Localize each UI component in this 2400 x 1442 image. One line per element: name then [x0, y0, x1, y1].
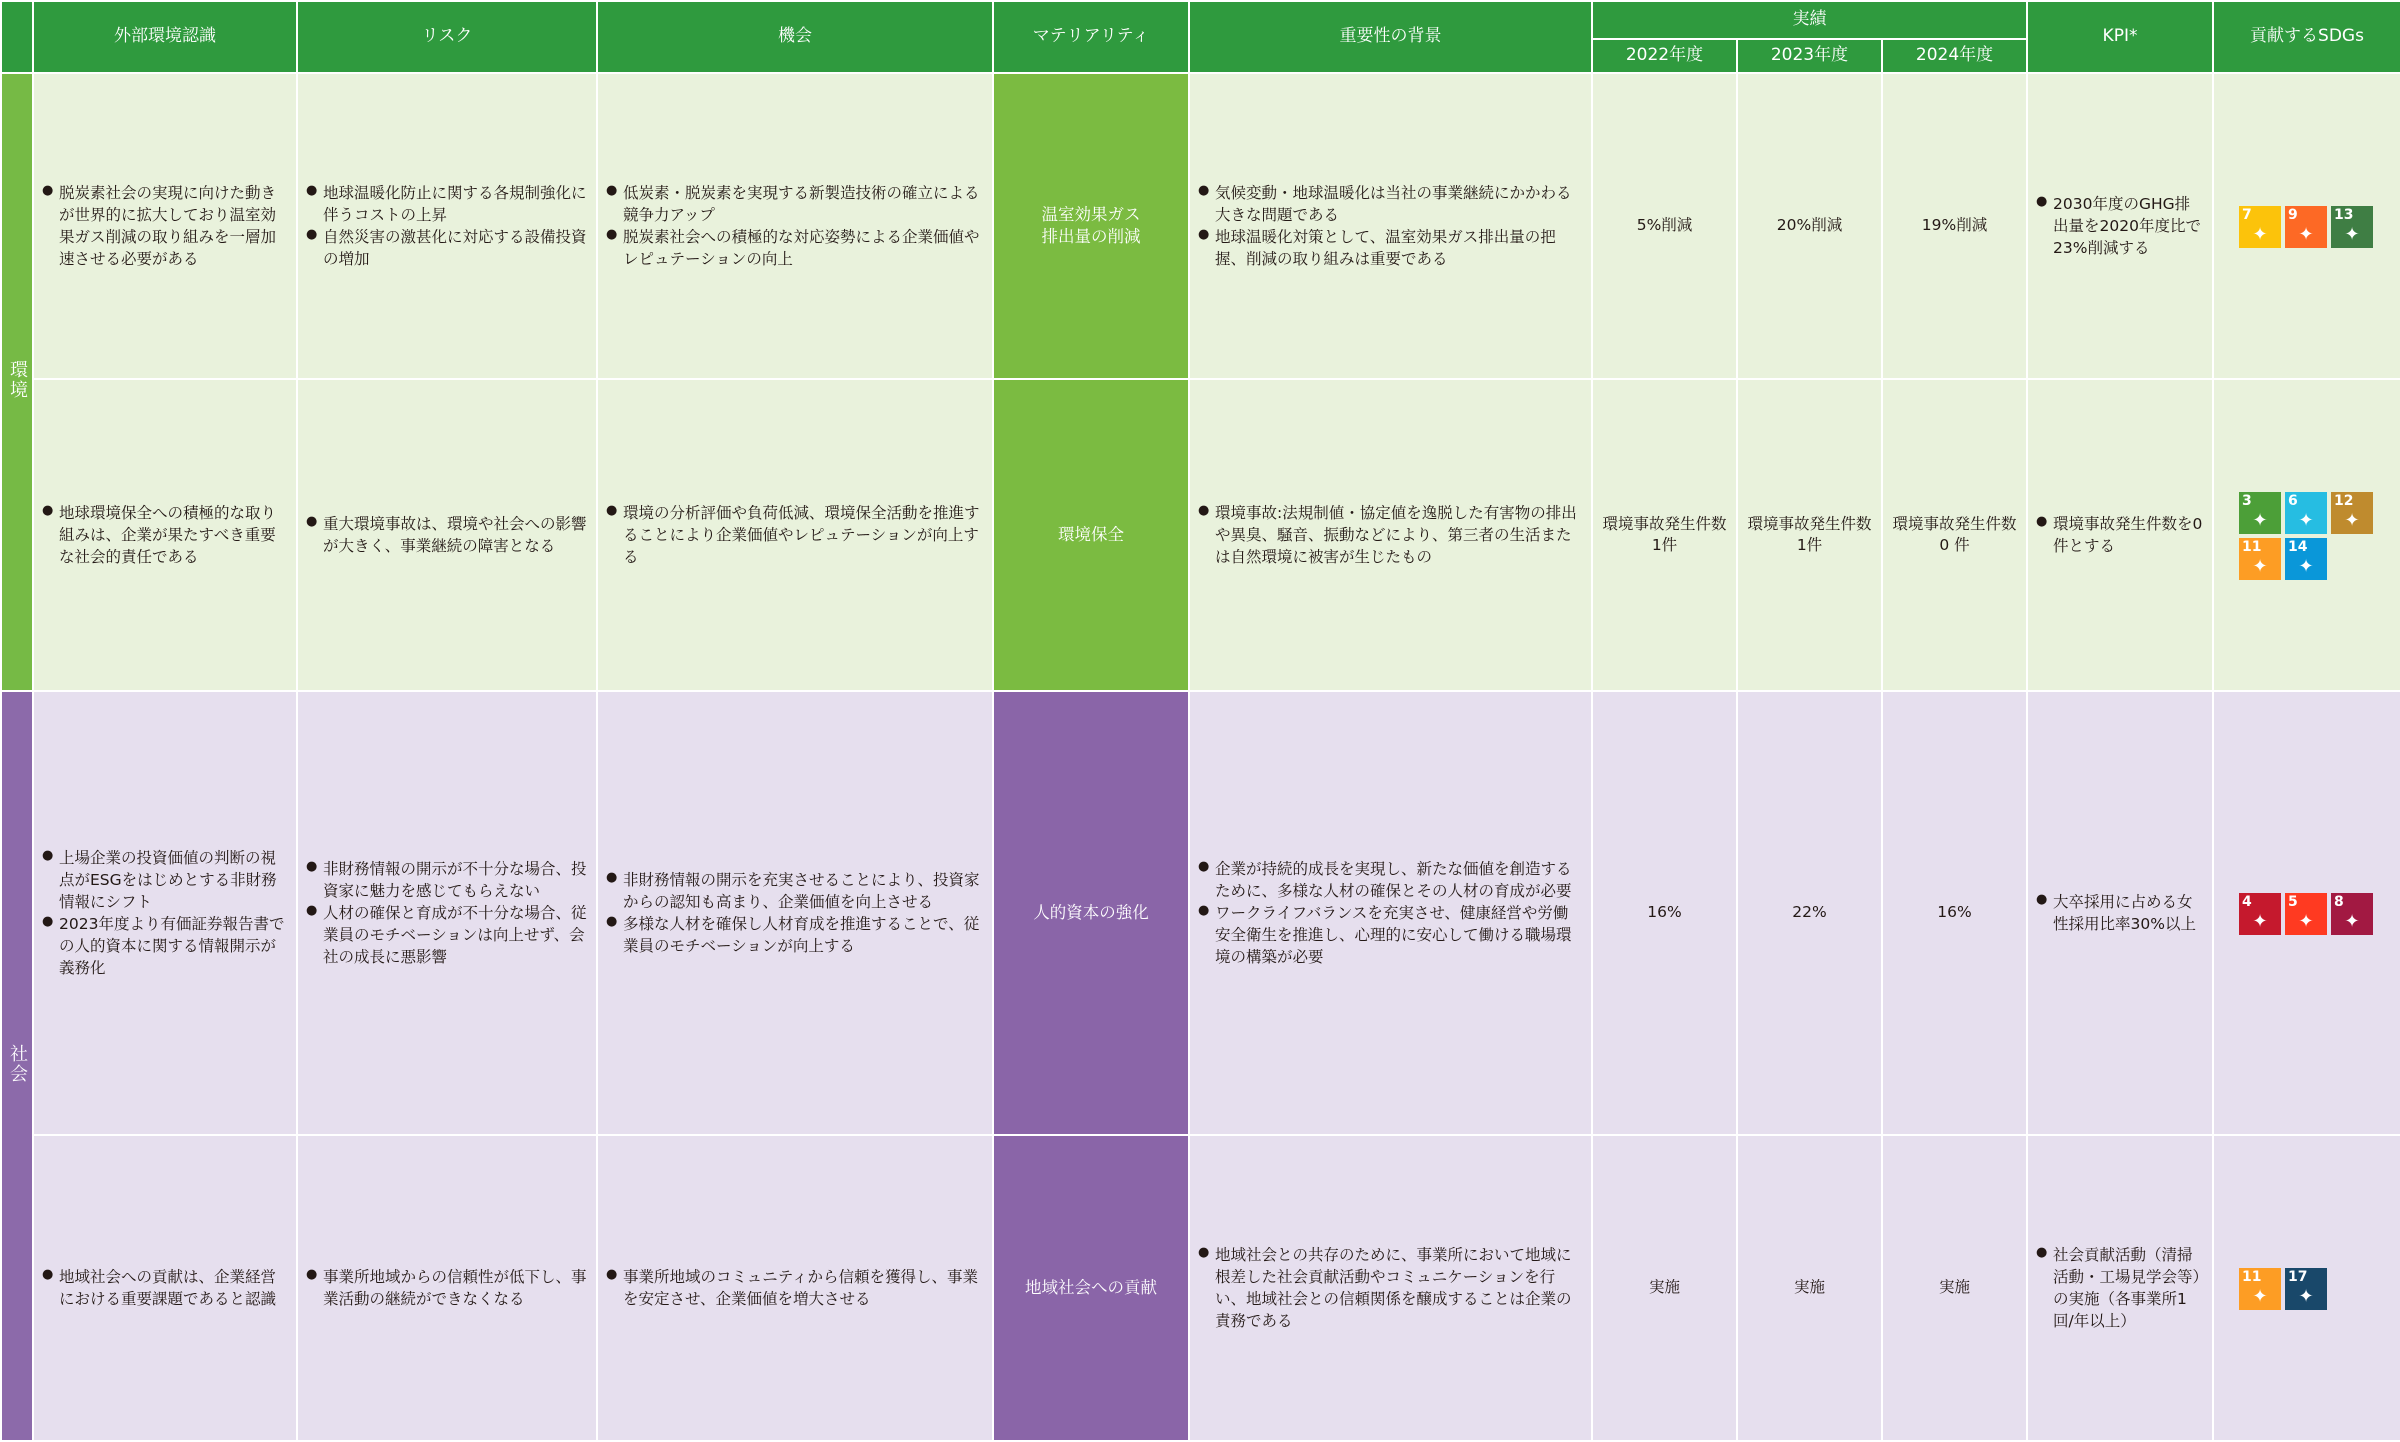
bullet-list	[1198, 502, 1583, 568]
opportunity-cell	[597, 1135, 993, 1441]
opportunity-cell	[597, 691, 993, 1135]
result-y2024: 16%	[1882, 691, 2027, 1135]
bullet-item: ● 気候変動・地球温暖化は当社の事業継続にかかわる大きな問題である	[1198, 182, 1583, 226]
table-row	[1, 691, 2400, 1135]
sdg-number: 9	[2288, 207, 2298, 224]
sdg-goal-13-icon	[2331, 206, 2373, 248]
bullet-item: ● 事業所地域のコミュニティから信頼を獲得し、事業を安定させ、企業価値を増大させる	[606, 1266, 984, 1310]
kpi-cell	[2027, 73, 2213, 379]
risk-cell	[297, 379, 597, 691]
result-y2023: 20%削減	[1737, 73, 1882, 379]
header-corner	[1, 1, 33, 73]
bullet-list	[42, 847, 288, 979]
sdgs-cell	[2213, 73, 2400, 379]
sdg-icons	[2239, 206, 2375, 248]
bullet-list	[2036, 891, 2204, 935]
result-y2023: 22%	[1737, 691, 1882, 1135]
bullet-item: ● 2030年度のGHG排出量を2020年度比で23%削減する	[2036, 193, 2204, 259]
sdg-goal-7-icon	[2239, 206, 2281, 248]
sdg-goal-11-icon	[2239, 1268, 2281, 1310]
risk-cell	[297, 1135, 597, 1441]
result-y2022: 実施	[1592, 1135, 1737, 1441]
sdg-number: 13	[2334, 207, 2354, 224]
opportunity-cell	[597, 379, 993, 691]
header-materiality: マテリアリティ	[993, 1, 1189, 73]
header-2022: 2022年度	[1592, 39, 1737, 73]
bullet-item: ● 環境事故:法規制値・協定値を逸脱した有害物の排出や異臭、騒音、振動などにより、第三者の生活または自然環境に被害が生じたもの	[1198, 502, 1583, 568]
sdg-goal-17-icon	[2285, 1268, 2327, 1310]
bullet-item: ● 地球温暖化対策として、温室効果ガス排出量の把握、削減の取り組みは重要である	[1198, 226, 1583, 270]
bullet-list	[606, 1266, 984, 1310]
bullet-list	[306, 858, 588, 968]
background-cell	[1189, 73, 1592, 379]
bullet-item: ● 人材の確保と育成が不十分な場合、従業員のモチベーションは向上せず、会社の成長に悪影響	[306, 902, 588, 968]
sdg-number: 6	[2288, 493, 2298, 510]
result-y2023: 環境事故発生件数 1件	[1737, 379, 1882, 691]
bullet-item: ● 多様な人材を確保し人材育成を推進することで、従業員のモチベーションが向上する	[606, 913, 984, 957]
result-y2023: 実施	[1737, 1135, 1882, 1441]
sdg-glyph: ✦	[2344, 911, 2360, 933]
bullet-item: ● 非財務情報の開示が不十分な場合、投資家に魅力を感じてもらえない	[306, 858, 588, 902]
sdg-number: 11	[2242, 539, 2262, 556]
bullet-list	[1198, 858, 1583, 968]
bullet-item: ● 2023年度より有価証券報告書での人的資本に関する情報開示が義務化	[42, 913, 288, 979]
bullet-list	[306, 1266, 588, 1310]
sdg-glyph: ✦	[2344, 224, 2360, 246]
category-env	[1, 73, 33, 691]
sdg-goal-14-icon	[2285, 538, 2327, 580]
bullet-list	[42, 1266, 288, 1310]
bullet-item: ● 上場企業の投資価値の判断の視点がESGをはじめとする非財務情報にシフト	[42, 847, 288, 913]
sdg-glyph: ✦	[2252, 1285, 2268, 1307]
sdg-goal-8-icon	[2331, 893, 2373, 935]
risk-cell	[297, 691, 597, 1135]
result-y2022: 16%	[1592, 691, 1737, 1135]
header-opportunity: 機会	[597, 1, 993, 73]
bullet-list	[306, 182, 588, 270]
sdg-goal-9-icon	[2285, 206, 2327, 248]
bullet-item: ● 脱炭素社会への積極的な対応姿勢による企業価値やレピュテーションの向上	[606, 226, 984, 270]
background-cell	[1189, 379, 1592, 691]
risk-cell	[297, 73, 597, 379]
materiality-cell: 温室効果ガス 排出量の削減	[993, 73, 1189, 379]
sdg-glyph: ✦	[2252, 224, 2268, 246]
bullet-item: ● 低炭素・脱炭素を実現する新製造技術の確立による競争力アップ	[606, 182, 984, 226]
kpi-cell	[2027, 379, 2213, 691]
sdg-icons	[2239, 893, 2375, 935]
bullet-item: ● 脱炭素社会の実現に向けた動きが世界的に拡大しており温室効果ガス削減の取り組みを一層加速させる必要がある	[42, 182, 288, 270]
sdg-number: 14	[2288, 539, 2308, 556]
sdg-number: 4	[2242, 894, 2252, 911]
result-y2024: 実施	[1882, 1135, 2027, 1441]
sdgs-cell	[2213, 691, 2400, 1135]
sdg-glyph: ✦	[2298, 224, 2314, 246]
bullet-item: ● 大卒採用に占める女性採用比率30%以上	[2036, 891, 2204, 935]
sdgs-cell	[2213, 1135, 2400, 1441]
external-cell	[33, 1135, 297, 1441]
bullet-item: ● 地球環境保全への積極的な取り組みは、企業が果たすべき重要な社会的責任である	[42, 502, 288, 568]
bullet-list	[306, 513, 588, 557]
sdg-number: 8	[2334, 894, 2344, 911]
external-cell	[33, 691, 297, 1135]
sdg-glyph: ✦	[2298, 556, 2314, 578]
bullet-item: ● ワークライフバランスを充実させ、健康経営や労働安全衛生を推進し、心理的に安心して働ける職場環境の構築が必要	[1198, 902, 1583, 968]
header-risk: リスク	[297, 1, 597, 73]
sdgs-cell	[2213, 379, 2400, 691]
bullet-item: ● 企業が持続的成長を実現し、新たな価値を創造するために、多様な人材の確保とその人材の育成が必要	[1198, 858, 1583, 902]
sdg-goal-4-icon	[2239, 893, 2281, 935]
external-cell	[33, 379, 297, 691]
bullet-item: ● 重大環境事故は、環境や社会への影響が大きく、事業継続の障害となる	[306, 513, 588, 557]
materiality-cell: 人的資本の強化	[993, 691, 1189, 1135]
bullet-item: ● 地域社会への貢献は、企業経営における重要課題であると認識	[42, 1266, 288, 1310]
bullet-item: ● 社会貢献活動（清掃活動・工場見学会等）の実施（各事業所1回/年以上）	[2036, 1244, 2204, 1332]
bullet-item: ● 環境事故発生件数を0件とする	[2036, 513, 2204, 557]
bullet-item: ● 環境の分析評価や負荷低減、環境保全活動を推進することにより企業価値やレピュテーションが向上する	[606, 502, 984, 568]
sdg-goal-3-icon	[2239, 492, 2281, 534]
category-label: 社会	[7, 1043, 28, 1084]
header-sdgs: 貢献するSDGs	[2213, 1, 2400, 73]
sdg-number: 17	[2288, 1268, 2308, 1285]
kpi-cell	[2027, 1135, 2213, 1441]
sdg-glyph: ✦	[2252, 911, 2268, 933]
table-row	[1, 379, 2400, 691]
bullet-item: ● 地球温暖化防止に関する各規制強化に伴うコストの上昇	[306, 182, 588, 226]
header-2024: 2024年度	[1882, 39, 2027, 73]
bullet-list	[606, 502, 984, 568]
bullet-list	[606, 182, 984, 270]
sdg-number: 11	[2242, 1268, 2262, 1285]
sdg-goal-12-icon	[2331, 492, 2373, 534]
bullet-list	[606, 869, 984, 957]
sdg-glyph: ✦	[2252, 556, 2268, 578]
result-y2024: 19%削減	[1882, 73, 2027, 379]
bullet-list	[42, 182, 288, 270]
sdg-number: 3	[2242, 493, 2252, 510]
header-kpi: KPI*	[2027, 1, 2213, 73]
sdg-glyph: ✦	[2252, 510, 2268, 532]
materiality-cell: 地域社会への貢献	[993, 1135, 1189, 1441]
bullet-list	[1198, 182, 1583, 270]
sdg-icons	[2239, 1268, 2375, 1310]
category-label: 環境	[7, 359, 28, 400]
external-cell	[33, 73, 297, 379]
sdg-glyph: ✦	[2344, 510, 2360, 532]
bullet-item: ● 非財務情報の開示を充実させることにより、投資家からの認知も高まり、企業価値を向上させる	[606, 869, 984, 913]
bullet-item: ● 自然災害の激甚化に対応する設備投資の増加	[306, 226, 588, 270]
header-background: 重要性の背景	[1189, 1, 1592, 73]
materiality-cell: 環境保全	[993, 379, 1189, 691]
bullet-list	[2036, 1244, 2204, 1332]
sdg-number: 7	[2242, 207, 2252, 224]
sdg-glyph: ✦	[2298, 1285, 2314, 1307]
kpi-cell	[2027, 691, 2213, 1135]
category-soc	[1, 691, 33, 1441]
sdg-number: 5	[2288, 894, 2298, 911]
result-y2022: 5%削減	[1592, 73, 1737, 379]
table-row	[1, 1135, 2400, 1441]
opportunity-cell	[597, 73, 993, 379]
header-2023: 2023年度	[1737, 39, 1882, 73]
result-y2022: 環境事故発生件数 1件	[1592, 379, 1737, 691]
sdg-number: 12	[2334, 493, 2354, 510]
sdg-goal-5-icon	[2285, 893, 2327, 935]
bullet-list	[42, 502, 288, 568]
sdg-goal-6-icon	[2285, 492, 2327, 534]
bullet-list	[2036, 513, 2204, 557]
header-external: 外部環境認識	[33, 1, 297, 73]
sdg-glyph: ✦	[2298, 911, 2314, 933]
background-cell	[1189, 691, 1592, 1135]
bullet-item: ● 地域社会との共存のために、事業所において地域に根差した社会貢献活動やコミュニケーションを行い、地域社会との信頼関係を醸成することは企業の責務である	[1198, 1244, 1583, 1332]
sdg-icons	[2239, 492, 2375, 580]
sdg-glyph: ✦	[2298, 510, 2314, 532]
bullet-item: ● 事業所地域からの信頼性が低下し、事業活動の継続ができなくなる	[306, 1266, 588, 1310]
background-cell	[1189, 1135, 1592, 1441]
table-body	[1, 73, 2400, 1441]
sdg-goal-11-icon	[2239, 538, 2281, 580]
table-row	[1, 73, 2400, 379]
bullet-list	[1198, 1244, 1583, 1332]
header-results: 実績	[1592, 1, 2027, 39]
result-y2024: 環境事故発生件数 0 件	[1882, 379, 2027, 691]
bullet-list	[2036, 193, 2204, 259]
